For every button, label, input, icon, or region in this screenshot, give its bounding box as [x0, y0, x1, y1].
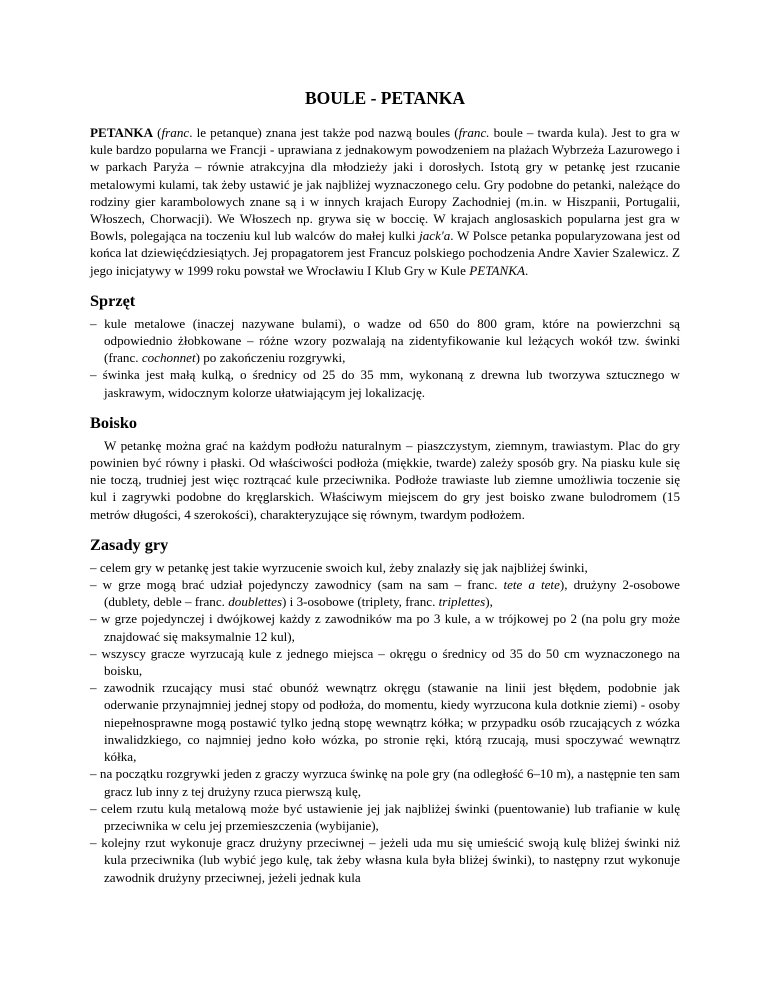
list-item: – świnka jest małą kulką, o średnicy od 25 do 35 mm, wykonaną z drewna lub tworzywa sztucznego w jaskrawym, widocznym kolorze ułatwiającym jej lokalizację.	[90, 366, 680, 400]
list-item: – celem gry w petankę jest takie wyrzucenie swoich kul, żeby znalazły się jak najbliżej świnki,	[90, 559, 680, 576]
list-item-italic: cochonnet	[141, 350, 196, 366]
list-item-text: ) i 3-osobowe (triplety, franc.	[282, 594, 439, 610]
list-item: – kolejny rzut wykonuje gracz drużyny przeciwnej – jeżeli uda mu się umieścić swoją kulę bliżej świnki niż kula przeciwnika (lub wybić jego kulę, tak żeby własna kula była bliżej świnki), to następny rzut wykonuje zawodnik drużyny przeciwnej, jeżeli jednak kula	[90, 834, 680, 886]
page-title: BOULE - PETANKA	[304, 88, 466, 108]
list-item: – na początku rozgrywki jeden z graczy wyrzuca świnkę na pole gry (na odległość 6–10 m), a następnie ten sam gracz lub inny z tej drużyny rzuca pierwszą kulę,	[90, 765, 680, 799]
zasady-list	[90, 559, 680, 886]
intro-lead: PETANKA	[90, 125, 154, 140]
list-item-italic: doublettes	[228, 594, 283, 610]
intro-italic: PETANKA	[469, 262, 526, 278]
list-item: – wszyscy gracze wyrzucają kule z jednego miejsca – okręgu o średnicy od 35 do 50 cm wyznaczonego na boisku,	[90, 645, 680, 679]
section-heading-boisko: Boisko	[90, 412, 138, 432]
list-item	[90, 576, 680, 610]
list-item-italic: triplettes	[438, 594, 486, 610]
intro-text: . W Polsce petanka popularyzowana jest od końca lat dziewięćdziesiątych. Jej propagatorem jest Francuz polskiego pochodzenia Andre Xavier Szalewicz. Z jego inicjatywy w 1999 roku powstał we Wrocławiu I Klub Gry w Kule	[90, 228, 680, 278]
document-page	[90, 0, 680, 886]
boisko-paragraph: W petankę można grać na każdym podłożu naturalnym – piaszczystym, ziemnym, trawiastym. Plac do gry powinien być równy i płaski. Od właściwości podłoża (miękkie, twarde) zależy sposób gry. Na piasku kule się nie toczą, trudniej jest więc roztrącać kule przeciwnika. Podłoże trawiaste lub ziemne umożliwia toczenie się kul i zagrywki podobne do kręglarskich. Właściwym miejscem do gry jest boisko zwane bulodromem (15 metrów długości, 4 szerokości), charakteryzujące się równym, twardym podłożem.	[90, 437, 680, 522]
list-item-text: kule metalowe (inaczej nazywane bulami), o wadze od 650 do 800 gram, które na powierzchni są odpowiednio żłobkowane – różne wzory pozwalają na zidentyfikowanie kul leżących wokół tzw. świnki (franc.	[104, 315, 680, 366]
list-item: – zawodnik rzucający musi stać obunóż wewnątrz okręgu (stawanie na linii jest błędem, podobnie jak oderwanie przynajmniej jednej stopy od podłoża, do momentu, kiedy wyrzucona kula dotknie ziemi) - osoby niepełnosprawne mogą postawić tylko jedną stopę wewnątrz kółka; w przypadku osób rzucających z wózka inwalidzkiego, co najmniej jedno koło wózka, po stronie ręki, którą rzucają, musi spoczywać wewnątrz kółka,	[90, 679, 680, 765]
list-item-italic: tete a tete	[503, 577, 560, 593]
intro-text: . le petanque) znana jest także pod nazwą boules (	[189, 125, 459, 140]
section-heading-zasady: Zasady gry	[90, 534, 169, 554]
list-item-text: ) po zakończeniu rozgrywki,	[195, 350, 346, 366]
list-item-text: ), drużyny 2-osobowe (dublety, deble – franc.	[104, 577, 680, 610]
section-heading-sprzet: Sprzęt	[90, 290, 136, 310]
list-item-text: w grze mogą brać udział pojedynczy zawodnicy (sam na sam – franc.	[102, 577, 504, 593]
list-item: – celem rzutu kulą metalową może być ustawienie jej jak najbliżej świnki (puentowanie) lub trafianie w kulę przeciwnika w celu jej przemieszczenia (wybijanie),	[90, 800, 680, 834]
list-item	[90, 315, 680, 367]
sprzet-list	[90, 315, 680, 401]
intro-text: boule – twarda kula). Jest to gra w kule bardzo popularna we Francji - uprawiana z jednakowym powodzeniem na plażach Wybrzeża Lazurowego i w parkach Paryża – równie atrakcyjna dla młodzieży jaki i dorosłych. Istotą gry w petankę jest rzucanie metalowymi kulami, tak żeby ustawić je jak najbliżej wyznaczonego celu. Gry podobne do petanki, należące do rodziny gier karambolowych znane są i w innych krajach Europy Zachodniej (m.in. w Hiszpanii, Portugalii, Włoszech, Chorwacji). We Włoszech np. grywa się w boccię. W krajach anglosaskich popularna jest gra w Bowls, polegająca na toczeniu kul lub walców do małej kulki	[90, 125, 680, 244]
intro-italic: franc	[161, 125, 190, 140]
intro-text: .	[525, 262, 529, 278]
intro-italic: franc.	[458, 125, 490, 140]
intro-text: (	[153, 125, 162, 140]
intro-paragraph	[90, 124, 680, 279]
list-item-text: ),	[485, 594, 493, 610]
intro-italic: jack'a	[419, 228, 451, 244]
list-item: – w grze pojedynczej i dwójkowej każdy z zawodników ma po 3 kule, a w trójkowej po 2 (na polu gry może znajdować się maksymalnie 12 kul),	[90, 610, 680, 644]
